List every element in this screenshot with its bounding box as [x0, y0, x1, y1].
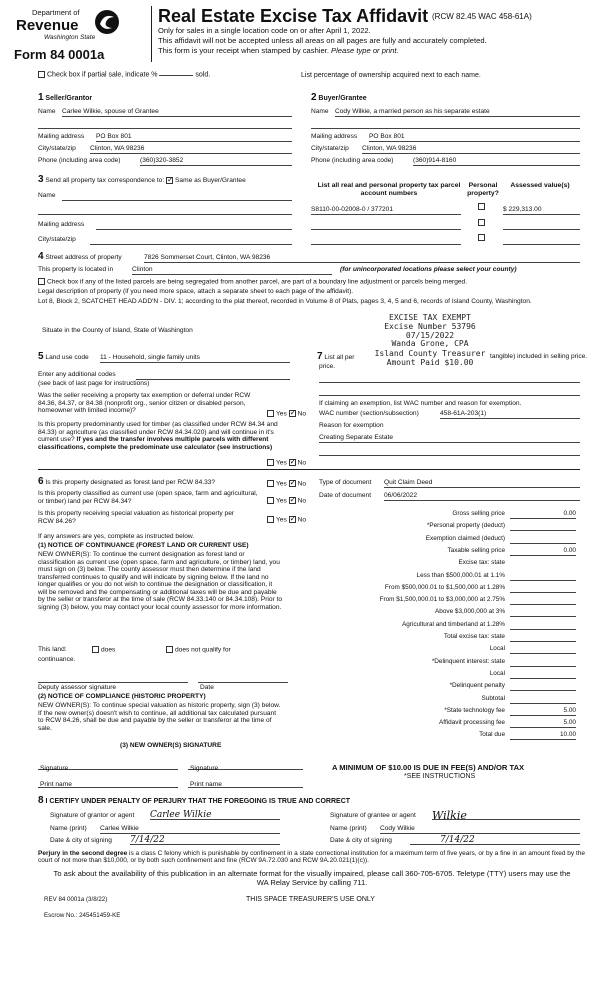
doc-type-label: Type of document [319, 479, 372, 486]
treasurer-stamp [370, 350, 490, 368]
section-2-number: 2 [311, 92, 317, 103]
street-address-row [38, 251, 122, 263]
buyer-phone-row [311, 157, 393, 165]
historic-no-checkbox[interactable] [289, 516, 296, 523]
financial-value: 0.00 [563, 547, 576, 554]
timber-yes-checkbox[interactable] [267, 459, 274, 466]
located-field[interactable] [132, 266, 332, 275]
buyer-name-label: Name [311, 108, 329, 115]
buyer-phone-value: (360)914-8160 [413, 157, 457, 164]
land-use-value: 11 - Household, single family units [100, 354, 200, 361]
receipt-note: This form is your receipt when stamped by cashier. [158, 46, 332, 55]
s3-city-field[interactable] [90, 236, 292, 245]
seller-name-label: Name [38, 108, 56, 115]
s3-mailing-label: Mailing address [38, 221, 85, 228]
financial-label: Gross selling price [452, 510, 505, 517]
segregation-label: Check box if any of the listed parcels are being segregated from another parcel, are part of a boundary line adjustment or parcels being merged. [47, 278, 468, 286]
header-subtitle-2: This affidavit will not be accepted unless all areas on all pages are fully and accurately completed. [158, 36, 487, 45]
additional-codes-field[interactable] [136, 371, 290, 380]
no-label: No [297, 410, 307, 418]
section-7-row [317, 351, 354, 363]
buyer-phone-label: Phone (including area code) [311, 157, 394, 164]
grantee-name-field[interactable] [380, 825, 580, 834]
financial-value: 5.00 [563, 719, 576, 726]
grantee-date-label: Date & city of signing [330, 837, 392, 844]
grantor-signature-field[interactable] [150, 810, 280, 820]
buyer-city-label: City/state/zip [311, 145, 349, 152]
form-number: Form 84 0001a [14, 47, 105, 62]
additional-codes-label: Enter any additional codes [38, 371, 116, 378]
grantee-signature: Wilkie [432, 809, 467, 822]
financial-value-field[interactable] [510, 584, 576, 593]
does-not-label: does not qualify for [175, 646, 231, 654]
buyer-mailing-row [311, 133, 357, 141]
dor-swirl-icon [92, 8, 122, 36]
financial-value-field[interactable] [510, 522, 576, 531]
header-divider [151, 6, 152, 62]
buyer-name-row [311, 108, 329, 116]
financial-label: Exemption claimed (deduct) [425, 535, 505, 542]
yes-label: Yes [276, 459, 287, 467]
financial-value: 10.00 [560, 731, 576, 738]
doc-date-label: Date of document [319, 492, 372, 499]
header-subtitle-1: Only for sales in a single location code on or after April 1, 2022. [158, 26, 371, 35]
parcel-col-header: List all real and personal property tax parcel account numbers [317, 182, 461, 197]
grantee-date-field[interactable] [410, 835, 580, 845]
land-use-field[interactable] [100, 354, 290, 363]
exemption-yes-checkbox[interactable] [267, 410, 274, 417]
financial-label: Above $3,000,000 at 3% [435, 608, 505, 615]
exemption-yes-no [267, 410, 306, 418]
wac-instruction: If claiming an exemption, list WAC number and reason for exemption. [319, 400, 522, 407]
grantee-sig-label: Signature of grantee or agent [330, 812, 416, 819]
seller-city-value: Clinton, WA 98236 [90, 145, 145, 152]
seller-name-line2[interactable] [38, 120, 292, 129]
rcw-reference: (RCW 82.45 WAC 458-61A) [432, 12, 532, 21]
yes-label: Yes [276, 516, 287, 524]
section-7-number: 7 [317, 351, 323, 362]
buyer-name-field[interactable] [335, 108, 580, 117]
doc-date-value: 06/06/2022 [384, 492, 418, 499]
parcel-row-2[interactable] [311, 221, 461, 230]
yes-label: Yes [276, 480, 287, 488]
personal-list-line2[interactable] [319, 387, 580, 396]
grantor-sig-label: Signature of grantor or agent [50, 812, 135, 819]
financial-label: Local [489, 670, 505, 677]
signature-label-1: Signature [40, 765, 69, 772]
no-label: No [297, 480, 307, 488]
grantor-name-value: Carlee Wilkie [100, 825, 139, 832]
section-7-text-b: tangible) included in selling price. [490, 353, 588, 360]
financial-label: *State technology fee [444, 707, 505, 714]
historic-question: Is this property receiving special valuation as historical property per RCW 84.26? [38, 510, 235, 525]
current-use-yes-no [267, 497, 306, 505]
see-instructions-note: *SEE INSTRUCTIONS [404, 773, 476, 780]
personal-checkbox-2[interactable] [478, 219, 487, 227]
assessed-value-1: $ 229,313.00 [503, 206, 542, 213]
exemption-question: Was the seller receiving a property tax exemption or deferral under RCW 84.36, 84.37, or 84.38 (nonprofit org., senior citizen or disabled person, homeowner with limited income)? [38, 392, 251, 415]
washington-state-label: Washington State [44, 34, 96, 41]
reason-label: Reason for exemption [319, 422, 384, 429]
financial-label: From $500,000.01 to $1,500,000 at 1.28% [384, 584, 505, 591]
personal-checkbox-3[interactable] [478, 234, 487, 242]
ownership-note: List percentage of ownership acquired next to each name. [301, 72, 481, 79]
buyer-mailing-field[interactable] [369, 133, 580, 142]
perjury-bold: Perjury in the second degree [38, 850, 128, 857]
grantor-signature: Carlee Wilkie [150, 810, 212, 820]
financial-label: Less than $500,000.01 at 1.1% [416, 572, 505, 579]
this-land-label: This land: [38, 646, 67, 653]
buyer-phone-field[interactable] [413, 157, 580, 166]
street-address-field[interactable] [144, 254, 580, 263]
forest-no-checkbox[interactable] [289, 480, 296, 487]
financial-label: Excise tax: state [458, 559, 505, 566]
excise-stamp [360, 314, 500, 349]
s3-mailing-field[interactable] [96, 221, 292, 230]
personal-checkbox-1[interactable] [478, 203, 487, 211]
does-checkbox[interactable] [92, 646, 99, 653]
personal-col-header: Personal property? [467, 182, 499, 197]
financial-value-field[interactable] [510, 608, 576, 617]
legal-label: Legal description of property (if you need more space, attach a separate sheet to each page of the affidavit). [38, 288, 354, 295]
notice-compliance-body: NEW OWNER(S): To continue special valuation as historic property, sign (3) below. If the new owner(s) doesn't wish to continue, all additional tax calculated pursuant to RCW 84.26, shall be due and payable by the seller or transferor at the time of sale. [38, 702, 281, 732]
section-7-text-a: List all per [324, 354, 355, 361]
grantor-date-value: 7/14/22 [130, 835, 165, 845]
seller-phone-value: (360)320-3852 [140, 157, 184, 164]
financial-value-field[interactable] [510, 547, 576, 556]
current-use-no-checkbox[interactable] [289, 497, 296, 504]
minimum-due-note: A MINIMUM OF $10.00 IS DUE IN FEE(S) AND/OR TAX [332, 763, 525, 772]
financial-value-field[interactable] [510, 621, 576, 630]
forest-land-row [38, 476, 215, 488]
buyer-heading-label: Buyer/Grantee [318, 95, 367, 102]
s3-city-label: City/state/zip [38, 236, 76, 243]
header-subtitle-3 [158, 47, 399, 56]
current-use-question: Is this property classified as current use (open space, farm and agricultural, or timber) land per RCW 84.34? [38, 490, 258, 505]
buyer-city-row [311, 145, 349, 153]
financial-value-field[interactable] [510, 510, 576, 519]
financial-value-field[interactable] [510, 658, 576, 667]
section-3-row [38, 174, 246, 186]
financial-label: *Personal property (deduct) [426, 522, 505, 529]
does-not-option [166, 646, 231, 654]
timber-yes-no [267, 459, 306, 467]
sold-label: sold. [195, 71, 211, 79]
treasurer-use-label: THIS SPACE TREASURER'S USE ONLY [246, 896, 375, 903]
financial-label: Taxable selling price [447, 547, 505, 554]
financial-value-field[interactable] [510, 645, 576, 654]
reason-field[interactable] [319, 434, 580, 443]
assessed-row-3[interactable] [503, 236, 580, 245]
financial-value-field[interactable] [510, 731, 576, 740]
section-8-number: 8 [38, 795, 44, 806]
financial-value-field[interactable] [510, 695, 576, 704]
certify-text: I CERTIFY UNDER PENALTY OF PERJURY THAT THE FOREGOING IS TRUE AND CORRECT [45, 798, 351, 805]
grantor-name-label: Name (print) [50, 825, 87, 832]
seller-phone-label: Phone (including area code) [38, 157, 121, 164]
does-not-checkbox[interactable] [166, 646, 173, 653]
doc-date-field[interactable] [384, 492, 580, 501]
section-6-number: 6 [38, 476, 44, 487]
no-label: No [297, 516, 307, 524]
seller-mailing-row [38, 133, 84, 141]
seller-city-field[interactable] [90, 145, 292, 154]
selling-price-word: price. [319, 363, 336, 370]
financial-value-field[interactable] [510, 682, 576, 691]
buyer-heading [311, 92, 367, 104]
same-as-buyer-checkbox[interactable] [166, 177, 173, 184]
stamp-line-6: Amount Paid $10.00 [386, 357, 474, 367]
land-use-label: Land use code [45, 354, 89, 361]
financial-value-field[interactable] [510, 572, 576, 581]
buyer-mailing-label: Mailing address [311, 133, 358, 140]
s3-name-field[interactable] [62, 192, 292, 201]
escrow-number: Escrow No.: 245451459-KE [44, 912, 121, 919]
deputy-signature-line[interactable] [38, 674, 188, 683]
partial-sale-row [38, 71, 210, 79]
partial-sale-label: Check box if partial sale, indicate % [47, 71, 158, 79]
financial-value-field[interactable] [510, 707, 576, 716]
stamp-line-1: EXCISE TAX EXEMPT [389, 313, 471, 322]
assessed-row-1[interactable] [503, 206, 580, 215]
grantee-name-label: Name (print) [330, 825, 367, 832]
timber-question-text: Is this property predominantly used for timber (as classified under RCW 84.34 and 84.33) or agriculture (as classified under RCW 84.34.020) and will continue in it's current use? [38, 421, 278, 444]
financial-label: Subtotal [481, 695, 505, 702]
revision-label: REV 84 0001a (3/8/22) [44, 896, 108, 903]
section-1-number: 1 [38, 92, 44, 103]
financial-label: Agricultural and timberland at 1.28% [401, 621, 505, 628]
grantor-date-label: Date & city of signing [50, 837, 112, 844]
s3-name-line2[interactable] [38, 206, 292, 215]
buyer-mailing-value: PO Box 801 [369, 133, 405, 140]
deputy-signature-label: Deputy assessor signature [38, 684, 117, 691]
seller-name-field[interactable] [62, 108, 292, 117]
seller-mailing-label: Mailing address [38, 133, 85, 140]
timber-question-bold: If yes and the transfer involves multiple parcels with different classifications, complete the predominate use calculator (see instructions) [38, 436, 273, 451]
seller-mailing-field[interactable] [96, 133, 292, 142]
financial-label: *Delinquent penalty [449, 682, 505, 689]
financial-value-field[interactable] [510, 596, 576, 605]
current-use-yes-checkbox[interactable] [267, 497, 274, 504]
buyer-name-line2[interactable] [311, 120, 580, 129]
financial-label: *Delinquent interest: state [431, 658, 505, 665]
personal-list-line1[interactable] [319, 374, 580, 383]
deputy-date-line[interactable] [198, 674, 288, 683]
deputy-date-label: Date [200, 684, 214, 691]
parcel-row-3[interactable] [311, 236, 461, 245]
does-label: does [101, 646, 116, 654]
financial-label: From $1,500,000.01 to $3,000,000 at 2.75% [379, 596, 505, 603]
grantee-date-value: 7/14/22 [440, 835, 475, 845]
forest-yes-checkbox[interactable] [267, 480, 274, 487]
revenue-label: Revenue [16, 17, 79, 34]
seller-heading-label: Seller/Grantor [45, 95, 93, 102]
no-label: No [297, 497, 307, 505]
notice-continuance-title: (1) NOTICE OF CONTINUANCE (FOREST LAND OR CURRENT USE) [38, 542, 249, 549]
if-yes-note: If any answers are yes, complete as instructed below. [38, 533, 195, 540]
section-3-number: 3 [38, 174, 44, 185]
street-value: 7826 Sommerset Court, Clinton, WA 98236 [144, 254, 271, 261]
does-option [92, 646, 115, 654]
reason-line2[interactable] [319, 447, 580, 456]
notice-continuance-body: NEW OWNER(S): To continue the current designation as forest land or classification as current use (open space, farm and agriculture, or timber) land, you must sign on (3) below. The county assessor must then determine if the land transferred continues to qualify and will indicate by signing below. If the land no longer qualifies or you do not wish to continue the designation or classification, it will be removed and the compensating or additional taxes will be due and payable by the seller or transferor at the time of sale (RCW 84.33.140 or 84.34.108). Prior to signing (3) below, you may contact your local county assessor for more information. [38, 551, 283, 612]
yes-label: Yes [276, 410, 287, 418]
seller-phone-field[interactable] [140, 157, 292, 166]
seller-phone-row [38, 157, 120, 165]
doc-type-field[interactable] [384, 479, 580, 488]
parcel-number-1: S8110-00-02008-0 / 377201 [311, 206, 393, 213]
stamp-line-3: 07/15/2022 [405, 330, 455, 340]
s3-name-label: Name [38, 192, 56, 199]
seller-city-label: City/state/zip [38, 145, 76, 152]
seller-heading [38, 92, 92, 104]
legal-description: Lot 8, Block 2, SCATCHET HEAD ADD'N - DIV. 1; according to the plat thereof, recorded in Volume 8 of Plats, pages 3, 4, 5 and 6, records of Island County, Washington. [38, 298, 532, 305]
financial-label: Total excise tax: state [443, 633, 505, 640]
this-land-row [38, 646, 67, 654]
financial-value-field[interactable] [510, 535, 576, 544]
section-5-number: 5 [38, 351, 44, 362]
yes-label: Yes [276, 497, 287, 505]
grantor-name-field[interactable] [100, 825, 280, 834]
wac-label: WAC number (section/subsection) [319, 410, 419, 417]
print-name-label-1: Print name [40, 781, 72, 788]
form-title: Real Estate Excise Tax Affidavit [158, 6, 429, 26]
seller-city-row [38, 145, 76, 153]
assessed-row-2[interactable] [503, 221, 580, 230]
stamp-line-2: Excise Number 53796 [384, 321, 476, 331]
doc-type-value: Quit Claim Deed [384, 479, 433, 486]
exemption-no-checkbox[interactable] [289, 410, 296, 417]
parcel-row-1[interactable] [311, 206, 461, 215]
land-use-row [38, 351, 89, 363]
grantee-signature-field[interactable] [432, 810, 580, 820]
signature-label-2: Signature [190, 765, 219, 772]
forest-yes-no [267, 480, 306, 488]
historic-yes-no [267, 516, 306, 524]
accessibility-notice: To ask about the availability of this publication in an alternate format for the visually impaired, please call 360-705-6705. Teletype (TTY) users may use the WA Relay Service by calling 711. [53, 869, 571, 887]
perjury-text: is a class C felony which is punishable by confinement in a state correctional institution for a maximum term of five years, or by a fine in an amount fixed by the court of not more than $10,000, or by both such confinement and fine (RCW 9A.72.030 and RCW 9A.20.021(1)(c)). [38, 850, 585, 865]
located-label: This property is located in [38, 266, 114, 273]
wac-field[interactable] [440, 410, 580, 419]
dor-logo [14, 8, 129, 46]
segregation-row [38, 278, 467, 286]
located-value: Clinton [132, 266, 153, 273]
financial-value-field[interactable] [510, 633, 576, 642]
section-4-number: 4 [38, 251, 44, 262]
seller-mailing-value: PO Box 801 [96, 133, 132, 140]
partial-sale-checkbox[interactable] [38, 71, 45, 78]
financial-value-field[interactable] [510, 719, 576, 728]
section5-divider [38, 469, 580, 470]
certify-row [38, 795, 350, 807]
print-name-label-2: Print name [190, 781, 222, 788]
no-label: No [297, 459, 307, 467]
grantor-date-field[interactable] [130, 835, 280, 845]
unincorporated-note: (for unincorporated locations please select your county) [340, 266, 517, 273]
correspondence-label: Send all property tax correspondence to: [45, 177, 165, 184]
seller-name-row [38, 108, 56, 116]
same-as-buyer-label: Same as Buyer/Grantee [175, 177, 246, 184]
perjury-notice [38, 850, 586, 865]
stamp-line-4: Wanda Grone, CPA [391, 339, 469, 349]
historic-yes-checkbox[interactable] [267, 516, 274, 523]
notice-compliance-title: (2) NOTICE OF COMPLIANCE (HISTORIC PROPERTY) [38, 693, 206, 700]
continuance-word: continuance. [38, 656, 76, 663]
timber-question [38, 421, 280, 451]
situate-text: Situate in the County of Island, State of Washington [42, 327, 193, 334]
financial-label: Local [489, 645, 505, 652]
new-owner-signature-title: (3) NEW OWNER(S) SIGNATURE [120, 742, 222, 749]
forest-land-question: Is this property designated as forest land per RCW 84.33? [45, 479, 216, 486]
wac-value: 458-61A-203(1) [440, 410, 487, 417]
see-back-note: (see back of last page for instructions) [38, 380, 150, 387]
grantee-name-value: Cody Wilkie [380, 825, 415, 832]
stamp-line-5: Island County Treasurer [374, 349, 486, 358]
timber-no-checkbox[interactable] [289, 459, 296, 466]
reason-value: Creating Separate Estate [319, 434, 394, 441]
financial-value: 5.00 [563, 707, 576, 714]
buyer-city-value: Clinton, WA 98236 [362, 145, 417, 152]
financial-label: Total due [479, 731, 505, 738]
street-label: Street address of property [45, 254, 122, 261]
buyer-name-value: Cody Wilkie, a married person as his separate estate [335, 108, 490, 115]
dept-of-label: Department of [32, 8, 80, 17]
buyer-city-field[interactable] [362, 145, 580, 154]
financial-label: Affidavit processing fee [439, 719, 505, 726]
type-or-print-note: Please type or print. [331, 46, 399, 55]
financial-value: 0.00 [563, 510, 576, 517]
financial-value-field[interactable] [510, 670, 576, 679]
partial-pct-field[interactable] [159, 75, 193, 76]
seller-name-value: Carlee Wilkie, spouse of Grantee [62, 108, 159, 115]
assessed-col-header: Assessed value(s) [510, 182, 570, 189]
segregation-checkbox[interactable] [38, 278, 45, 285]
